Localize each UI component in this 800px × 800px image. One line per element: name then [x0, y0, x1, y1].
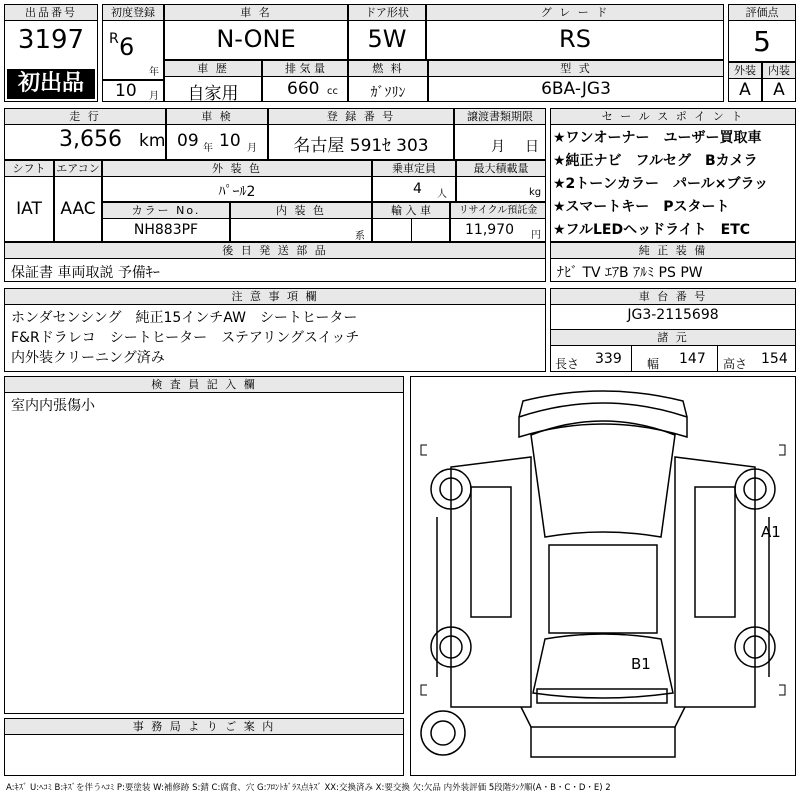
- ext-color-label: 外 装 色: [103, 161, 371, 177]
- sales-points-label: セ ー ル ス ポ イ ン ト: [551, 109, 795, 125]
- mileage: 3,656: [59, 127, 122, 152]
- recycle-box: [450, 202, 546, 242]
- inspector-box: [4, 376, 404, 714]
- body-right-outline: [675, 457, 755, 707]
- capacity: 4: [413, 181, 422, 197]
- genuine-label: 純 正 装 備: [551, 243, 795, 259]
- ext-color-box: [102, 160, 372, 202]
- mileage-label: 走 行: [5, 109, 165, 125]
- grade-label: グ レ ー ド: [427, 5, 723, 21]
- notes-label: 注 意 事 項 欄: [5, 289, 545, 305]
- note-line: F&Rドラレコ シートヒーター ステアリングスイッチ: [11, 330, 360, 346]
- ext-label: 外装: [729, 63, 761, 79]
- km-unit: km: [139, 131, 166, 151]
- color-no-label: カラー No.: [103, 203, 229, 219]
- grade-box: [426, 4, 724, 60]
- year-unit: 年: [149, 67, 159, 78]
- history-label: 車 歴: [165, 61, 261, 77]
- history-box: [164, 60, 262, 102]
- model-box: [428, 60, 724, 102]
- office-label: 事 務 局 よ り ご 案 内: [5, 719, 403, 735]
- shift-box: [4, 160, 54, 242]
- hood-outline: [519, 403, 687, 437]
- cc-unit: cc: [327, 86, 338, 97]
- load-unit: kg: [529, 187, 542, 198]
- chassis-box: [550, 288, 796, 372]
- office-box: [4, 718, 404, 776]
- length-value: 339: [595, 351, 622, 367]
- transfer-month-unit: 月: [491, 139, 505, 155]
- reg-number: 名古屋 591ｾ 303: [293, 136, 429, 156]
- transfer-label: 譲渡書類期限: [455, 109, 545, 125]
- width-label: 幅: [647, 357, 660, 371]
- transfer-box: [454, 108, 546, 160]
- front-bumper-outline: [519, 391, 687, 417]
- chassis-number: JG3-2115698: [627, 307, 719, 323]
- first-reg-box: [102, 4, 164, 80]
- side-bracket: [779, 685, 785, 695]
- inspection-year: 09: [177, 131, 199, 151]
- reg-label: 登 録 番 号: [269, 109, 453, 125]
- first-listing-badge: 初出品: [7, 69, 95, 99]
- import-divider: [411, 219, 412, 241]
- first-reg-month: 10: [115, 81, 137, 101]
- rear-bumper-outline: [521, 707, 685, 727]
- damage-mark-a1: A1: [761, 523, 781, 541]
- side-bracket: [421, 445, 427, 455]
- history: 自家用: [187, 84, 239, 104]
- car-name: N-ONE: [216, 25, 296, 53]
- first-reg-label: 初度登録: [103, 5, 163, 21]
- fuel: ｶﾞｿﾘﾝ: [370, 85, 406, 101]
- capacity-box: [372, 160, 456, 202]
- shift-label: シフト: [5, 161, 53, 177]
- aircon-label: エアコン: [56, 162, 100, 175]
- sales-point-item: ★純正ナビ フルセグ Bカメラ: [553, 153, 758, 169]
- ext-color: ﾊﾟｰﾙ2: [218, 184, 256, 200]
- body-left-outline: [471, 487, 511, 617]
- side-bracket: [779, 445, 785, 455]
- dims-label: 諸 元: [551, 330, 795, 346]
- first-reg-year: 6: [119, 33, 135, 61]
- genuine-equipment: ﾅﾋﾞ TV ｴｱB ｱﾙﾐ PS PW: [557, 265, 703, 281]
- displacement-box: [262, 60, 348, 102]
- int-color-box: [230, 202, 372, 242]
- door-label: ドア形状: [349, 5, 425, 21]
- later-parts-label: 後 日 発 送 部 品: [5, 243, 545, 259]
- note-line: ホンダセンシング 純正15インチAW シートヒーター: [11, 310, 358, 326]
- int-color-suffix: 系: [355, 231, 365, 242]
- width-value: 147: [679, 351, 706, 367]
- ext-grade-box: [728, 62, 762, 102]
- capacity-label: 乗車定員: [373, 161, 455, 177]
- sales-point-item: ★スマートキー Pスタート: [553, 199, 730, 215]
- exterior-grade: A: [739, 80, 751, 100]
- aircon: AAC: [60, 199, 96, 219]
- color-no-box: [102, 202, 230, 242]
- side-bracket: [421, 685, 427, 695]
- spare-wheel: [421, 711, 465, 755]
- inspection-month: 10: [219, 131, 241, 151]
- inspector-note: 室内内張傷小: [11, 398, 95, 414]
- max-load-box: [456, 160, 546, 202]
- grade: RS: [559, 25, 591, 53]
- inspector-label: 検 査 員 記 入 欄: [5, 377, 403, 393]
- int-color-label: 内 装 色: [231, 203, 371, 219]
- score: 5: [753, 25, 771, 58]
- model-code: 6BA-JG3: [541, 79, 611, 99]
- later-parts: 保証書 車両取説 予備ｷｰ: [11, 265, 160, 281]
- int-label: 内装: [763, 63, 795, 79]
- recycle-label: リサイクル預託金: [451, 203, 545, 219]
- era-letter: R: [109, 31, 119, 47]
- aircon-box: [54, 160, 102, 242]
- door-type: 5W: [367, 25, 407, 53]
- sales-point-item: ★ワンオーナー ユーザー買取車: [553, 130, 762, 146]
- score-label: 評価点: [729, 5, 795, 21]
- month-unit: 月: [149, 91, 159, 102]
- door-box: [348, 4, 426, 60]
- sales-point-item: ★フルLEDヘッドライト ETC: [553, 222, 751, 238]
- color-no: NH883PF: [133, 222, 199, 238]
- note-line: 内外装クリーニング済み: [11, 350, 165, 366]
- later-parts-box: [4, 242, 546, 282]
- fuel-box: [348, 60, 428, 102]
- windshield-outline: [531, 421, 675, 537]
- chassis-label: 車 台 番 号: [551, 289, 795, 305]
- transfer-day-unit: 日: [525, 139, 539, 155]
- interior-grade: A: [773, 80, 785, 100]
- reg-box: [268, 108, 454, 160]
- import-label: 輸 入 車: [373, 203, 449, 219]
- inspection-label: 車 検: [167, 109, 267, 125]
- model-label: 型 式: [429, 61, 723, 77]
- car-outline-diagram: [411, 377, 795, 775]
- first-reg-month-box: [102, 80, 164, 102]
- int-grade-box: [762, 62, 796, 102]
- body-left-outline: [451, 457, 531, 707]
- lot-box: [4, 4, 98, 102]
- lot-number: 3197: [17, 25, 85, 55]
- car-name-label: 車 名: [165, 5, 347, 21]
- notes-box: [4, 288, 546, 372]
- lot-label: 出品番号: [5, 5, 97, 21]
- legend: A:ｷｽﾞ U:ﾍｺﾐ B:ｷｽﾞを伴うﾍｺﾐ P:要塗装 W:補修跡 S:錆 C:腐食、穴 G:ﾌﾛﾝﾄｶﾞﾗｽ点ｷｽﾞ XX:交換済み X:要交換 欠:欠品 内外装評価 5段階ﾗﾝｸ順(A・B・C・D・E) 2: [6, 783, 611, 793]
- height-label: 高さ: [723, 357, 748, 371]
- damage-mark-b1: B1: [631, 655, 651, 673]
- max-load-label: 最大積載量: [457, 161, 545, 177]
- length-label: 長さ: [555, 357, 580, 371]
- height-value: 154: [761, 351, 788, 367]
- displacement: 660: [287, 79, 320, 99]
- body-right-outline: [695, 487, 735, 617]
- import-box: [372, 202, 450, 242]
- inspection-year-unit: 年: [203, 143, 213, 154]
- fuel-label: 燃 料: [349, 61, 427, 77]
- inspection-box: [166, 108, 268, 160]
- car-name-box: [164, 4, 348, 60]
- dims-divider: [631, 346, 632, 371]
- inspection-month-unit: 月: [247, 143, 257, 154]
- roof-outline: [549, 545, 657, 633]
- capacity-unit: 人: [437, 189, 447, 200]
- sales-points-box: [550, 108, 796, 242]
- recycle-fee: 11,970: [465, 222, 514, 238]
- yen-unit: 円: [531, 230, 541, 241]
- score-box: [728, 4, 796, 62]
- shift: IAT: [16, 199, 42, 219]
- dims-divider: [717, 346, 718, 371]
- spare-wheel: [431, 721, 455, 745]
- mileage-box: [4, 108, 166, 160]
- trunk-outline: [531, 727, 675, 757]
- damage-diagram: [410, 376, 796, 776]
- sales-point-item: ★2トーンカラー パール×ブラッ: [553, 176, 769, 192]
- genuine-box: [550, 242, 796, 282]
- displacement-label: 排 気 量: [263, 61, 347, 77]
